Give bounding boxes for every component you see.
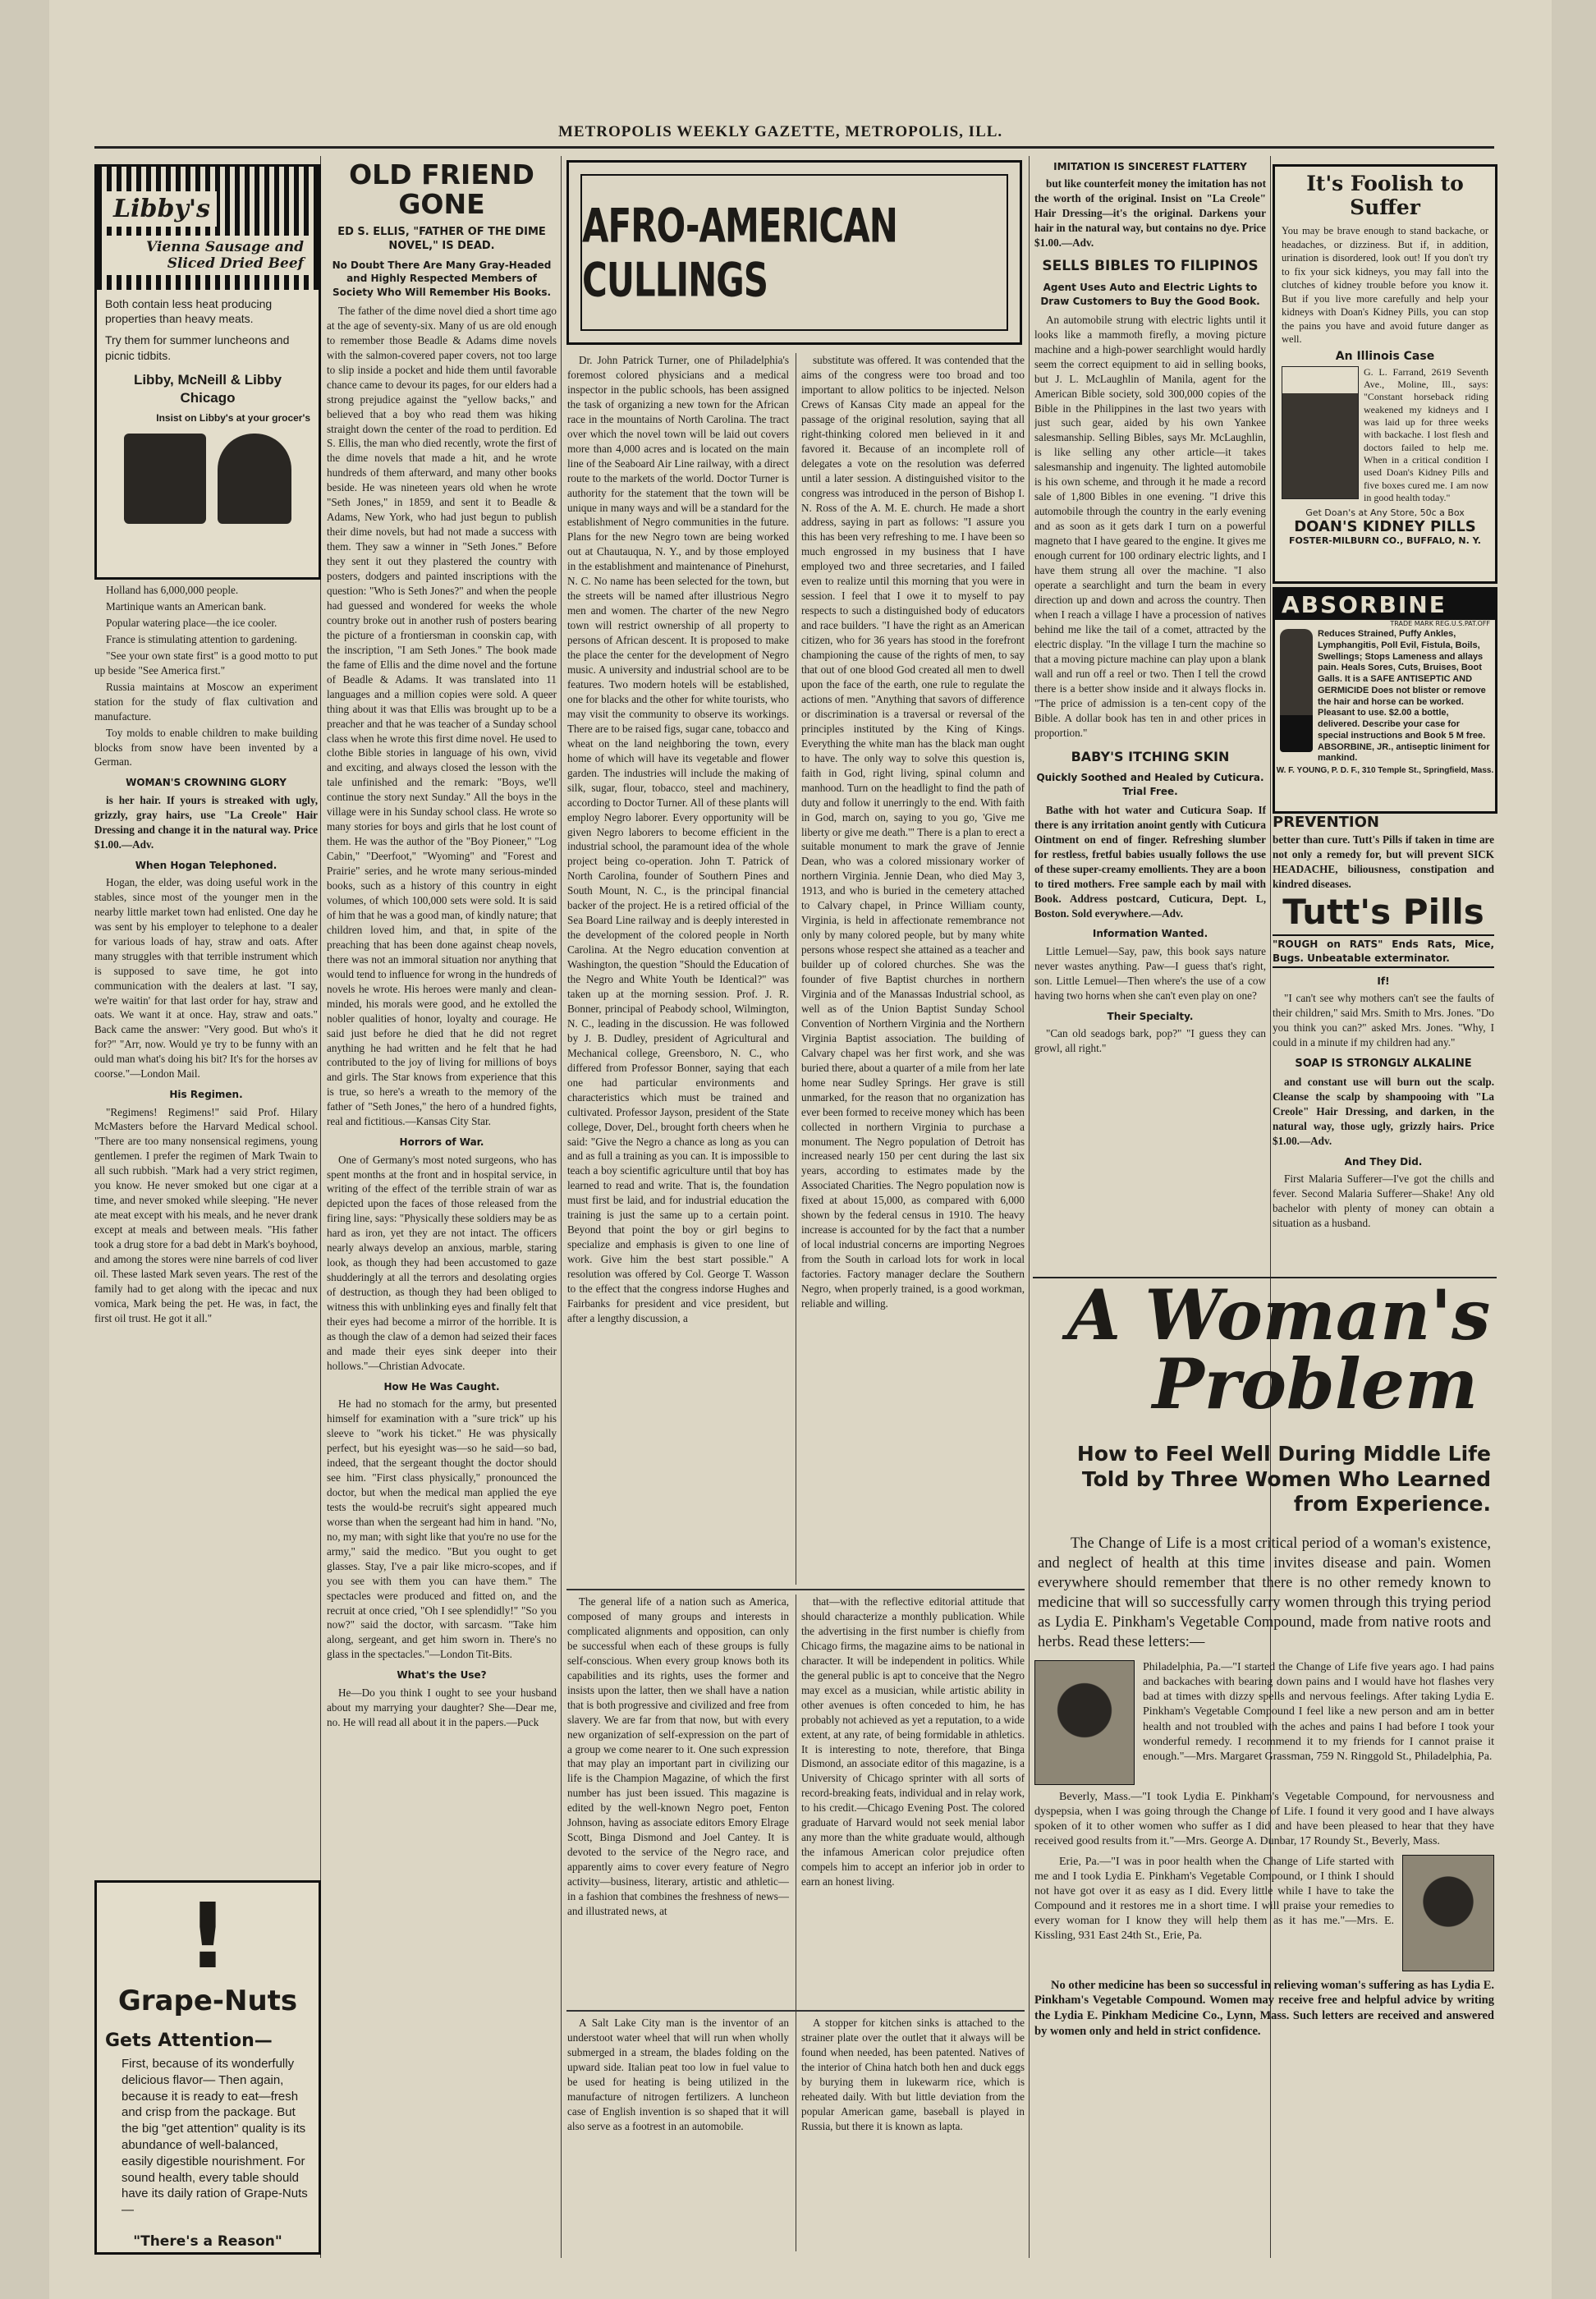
afro-column-c [567, 1595, 789, 2005]
section-rule [566, 1589, 1025, 1590]
exclamation-icon: ! [186, 1884, 229, 1989]
afro-column-d [801, 1595, 1025, 2005]
crowning-glory-text: is her hair. If yours is streaked with ugly, grizzly, gray hairs, use "La Creole" Hair Dressing and change it in the natural way. Price $1.00.—Adv. [94, 793, 318, 851]
caught-text: He had no stomach for the army, but presented himself for examination with a "sure trick" up his sleeve to "work his ticket." He was physically perfect, but his eyesight was—so he said—so bad, indeed, that the sergeant thought the doctor should see him. "First class physically," pronounced the doctor, but when the medical man applied the eye tests the would-be recruit's sight appeared much worse than when the sergeant had him in hand. "No, no, my man; with sight like that you're no use for the army," said the medico. "But you ought to get glasses. Stay, I've a pair like micro-scopes, and if you see with them you can have them." The spectacles were produced and fitted on, and the recruit at once cried, "Oh I see splendidly!" "So you now?" said the doctor, with sarcasm. "Take him along, sergeant, and get him sworn in. There's no glass in the spectacles."—London Tit-Bits. [327, 1397, 557, 1661]
short-item: Russia maintains at Moscow an experiment station for the study of flax cultivation and manufacture. [94, 680, 318, 723]
portrait-grassman-icon [1034, 1660, 1135, 1785]
column-2-text [327, 160, 557, 2250]
afro-text-d: that—with the reflective editorial attitude that should characterize a monthly publication. While the advertising in the first number is chiefly from Chicago firms, the magazine aims to be national in character. It will be independent in politics. While the general public is apt to conceive that the Negro may excel as a musician, while artistic ability in other avenues is often conceded to him, he has probably not achieved as yet a reputation, to a wide extent, at any rate, of being formidable in athletics. It is interesting to note, therefore, that Binga Dismond, an associate editor of this magazine, is a University of Chicago sprinter with all sorts of record-breaking feats, individual and in relay work, to his credit.—Chicago Evening Post. The colored graduate of Harvard would not seek menial labor any more than the white graduate would, although the infamous American color prejudice often compels him to accept an inferior job in order to earn an honest living. [801, 1595, 1025, 1888]
horrors-text: One of Germany's most noted surgeons, who has spent months at the front and in hospital service, in writing of the effect of the terrible strain of war as depicted upon the faces of those released from the firing line, says: "Physically these soldiers may be as hard as iron, yet they are not intact. The officers nearly always develop an anxious, marble, staring look, as though they had been accustomed to gaze shudderingly at all the terrors and desolating orgies of destruction, as though they had been obliged to witness this with unblinking eyes and finally felt that their eyes had become a mirror of the horrible. It is as though the claw of a demon had seized their faces and made their eyes sink deeper into their hollows."—Christian Advocate. [327, 1153, 557, 1372]
if-text: "I can't see why mothers can't see the faults of their children," said Mrs. Smith to Mrs. Jones. "Do you think you can?" asked Mrs. Jones. "Why, I could in a minute if my children had any." [1273, 992, 1494, 1049]
doans-brand: DOAN'S KIDNEY PILLS [1294, 518, 1476, 536]
short-item: France is stimulating attention to gardening. [106, 632, 297, 645]
specialty-title: Their Specialty. [1107, 1010, 1194, 1022]
doans-case-text: G. L. Farrand, 2619 Seventh Ave., Moline, Ill., says: "Constant horseback riding weakened my kidneys and I was laid up for three weeks with backache. I lost flesh and doctors failed to help me. When in a critical condition I used Doan's Kidney Pills and five boxes cured me. I am now in good health today." [1364, 365, 1488, 504]
afro-column-e [567, 2016, 789, 2254]
doans-get: Get Doan's at Any Store, 50c a Box [1305, 507, 1465, 519]
column-divider [1029, 156, 1030, 2258]
libby-ad-header [97, 167, 319, 290]
grapenuts-tagline: "There's a Reason" [133, 2233, 282, 2250]
libby-ad [94, 164, 321, 580]
prevention-title: PREVENTION [1273, 814, 1379, 831]
portrait-kissling-icon [1402, 1855, 1494, 1971]
old-friend-body: The father of the dime novel died a short time ago at the age of seventy-six. Many of us are old enough to remember those Beadle & Adams dime novels with the salmon-covered paper covers, not too large to slip inside a pocket and hide them until favorable chance came to devour its pages, for our elders had a strong prejudice against the "yellow backs," and believed that a boy who read them was hiking straight down the center of the road to perdition. Ed S. Ellis, the man who died recently, wrote the first of the dime novels that made a hit, and he wrote hundreds of them afterward, and many other books beside. He was nineteen years old when he wrote "Seth Jones," in 1859, and sent it to Beadle & Adams, New York, who had just begun to publish their dime novels, but had not made a success with them. They saw a winner in "Seth Jones." Before they sent it out they plastered the country with posters, dodgers and painted inscriptions with the question: "Who is Seth Jones?" and when the people had guessed and wondered for weeks the whole country broke out in another rush of posters bearing the picture of a frontiersman in coonskin cap, with the inscription, "I am Seth Jones." The book made the fame of Ellis and the dime novel and the fortune of Beadle & Adams. It was translated into 11 languages and a million copies were sold. A queer thing about it was that Ellis was brought up to be a preacher and that he was teacher of a Sunday school class when he wrote this first dime novel. He used to clothe Bible stories in language of his own, vivid and exciting, and always closed the lesson with the tale unfinished and the remark: "Boys, we'll continue the story next Sunday." All the boys in the village were in his Sunday school class. He wrote so many stories for boys and girls that he lost count of them. He was the author of the "Boy Pioneer," "Log Cabin," "Deerfoot," "Wyoming" and "Forest and Prairie" series, and he wrote many serious-minded books, such as a history of this country in eight volumes, of which 100,000 sets were sold. It is said of him that he was a good man, of kindly nature; that children loved him, and that, in spite of the preaching that has been done against cheap novels, there was not an immoral situation nor anything that would tend to influence for wrong in the hundreds of novels he wrote. His heroes were manly and clean-minded, his morals were good, and he extolled the nobler qualities of honor, loyalty and courage. He said just before he died that he did not regret anything he had written and he felt that he had contributed to the joy of living for millions of boys and girls. The Star knows from experience that this is true, so here's a wreath to the memory of the father of "Seth Jones," the hero of a hundred fights, real and fictitious.—Kansas City Star. [327, 304, 557, 1128]
short-item: Holland has 6,000,000 people. [106, 584, 239, 596]
afro-text-c: The general life of a nation such as America, composed of many groups and interests in complicated alignments and opposition, can only be successful when each of these groups is fully self-conscious. When every group knows both its capabilities and its rights, uses the former and insists upon the latter, then we shall have a nation that is both progressive and civilized and free from slavery. We are far from that now, but with every new organization of self-expression on the part of a group we come nearer to it. One such expression that may play an important part in civilizing our life is the Champion Magazine, of which the first number has just been issued. This magazine is edited by the well-known Negro poet, Fenton Johnson, having as associate editors Emory Elrage Scott, Binga Dismond and Joel Cantey. It is devoted to the service of the Negro race, and apparently aims to cover every feature of Negro activity—business, literary, artistic and athletic—in a fashion that combines the freshness of news—and illustrated news, at [567, 1595, 789, 1918]
grapenuts-ad [94, 1880, 321, 2255]
old-friend-subhead-1: ED S. ELLIS, "FATHER OF THE DIME NOVEL," IS DEAD. [337, 225, 546, 253]
pinkham-letter-1: Philadelphia, Pa.—"I started the Change of Life five years ago. I had pains and backaches with bearing down pains and I would have hot flashes very bad at times with dizzy spells and nervous feelings. After taking Lydia E. Pinkham's Vegetable Compound I feel like a new person and am in better health and not troubled with the aches and pains I had before I took your wonderful remedy. I recommend it to my friends for I cannot praise it enough."—Mrs. Margaret Grassman, 759 N. Ringgold St., Philadelphia, Pa. [1143, 1660, 1494, 1763]
grapenuts-text: First, because of its wonderfully delicious flavor— Then again, because it is ready to eat—fresh and crisp from the package. But the big "get attention" quality is its abundance of well-balanced, easily digestible nourishment. For sound health, every table should have its daily ration of Grape-Nuts— [122, 2057, 308, 2218]
absorbine-footer: W. F. YOUNG, P. D. F., 310 Temple St., Springfield, Mass. [1276, 766, 1494, 775]
masthead-rule [94, 146, 1494, 149]
hogan-text: Hogan, the elder, was doing useful work in the stables, since most of the younger men in the nearby little market town had enlisted. One day he was sent by his employer to telephone to a dealer for various loads of hay, straw and oats. After many struggles with that terrible instrument which is supposed to save time, he got into communication with the dealers at last. "I say, we're waitin' for that last order for hay, straw and oats. We want it at once. Hay, straw and oats." Back came the answer: "Very good. But who's it for?" "Arr, now. Would ye try to be funny with an ould man what's doing his bit? It's for the horses av coorse."—London Mail. [94, 875, 318, 1081]
libby-text-1: Both contain less heat producing properties than heavy meats. [105, 297, 273, 326]
afro-text-b: substitute was offered. It was contended that the aims of the congress were too broad and too important to allow politics to be injected. Nelson Crews of Kansas City made an appeal for the passage of the original resolution, saying that all right-thinking colored men believed in it and favored it. Because of an incomplete roll of delegates a vote on the resolution was deferred until a later session. A distinguished visitor to the congress was introduced in the person of Bishop I. N. Ross of the A. M. E. church. He made a short address, saying in part as follows: "I assure you this has been very refreshing to me. I have been so much engrossed in my business that I have employed two and three secretaries, and I failed even to realize until this morning that you were in session. I feel that I owe it to myself to pay respects to such a distinguished body of educators and race builders. "I have the right as an American citizen, who for 36 years has stood in the forefront championing the cause of the rights of men, to say that out of one blood God created all men to dwell upon the face of the earth, one rule to regulate the actions of men. "Anything that savors of difference or discrimination is a traversal or reversal of the principles instituted by the King of Kings. Everything the white man has the black man ought to have. The only way to solve this question is, faith in God, right living, spinal column and manhood. Turn on the headlight to find the path of duty and follow it unerringly to the end. With faith in God, march on, saying to you go, 'Give me liberty or give me death.'" There is a plan to erect a suitable monument to mark the grave of Jennie Dean, who was a colored missionary worker of northern Virginia. Jennie Dean, who died May 3, 1913, and who is buried in the cemetery attached to Calvary chapel, in Prince William county, Virginia, is held in affectionate remembrance not only by many colored people, but by many white persons whose respect she attained as a teacher and builder up of colored churches. She was the founder of five Baptist churches in northern Virginia and of the Manassas Industrial school, as well as of the Union Baptist Sunday School Convention of Northern Virginia and the Northern Virginia Baptist association. The building of Calvary chapel was her first work, and she was buried there, about a quarter of a mile from her late home near Sudley Springs. Her grave is still unmarked, for the reason that no organization has ever been formed to receive money which has been collected in northern Virginia to purchase a monument. The Negro population of Detroit has increased nearly 150 per cent during the last six years, according to estimates made by the Associated Charities. The Negro population now is fixed at about 15,000, as compared with 6,000 shown by the federal census in 1910. The heavy increase is accounted for by the fact that a number of local industrial concerns are importing Negroes from the South in carload lots for work in local factories. Factory manager declare the Southern Negro, when properly trained, is a good workman, reliable and willing. [801, 354, 1025, 1310]
man-illustration-icon [1282, 366, 1359, 499]
libby-text-2: Try them for summer luncheons and picnic tidbits. [105, 333, 290, 362]
baby-text: Bathe with hot water and Cuticura Soap. If there is any irritation anoint gently with Cuticura Ointment on end of finger. Refreshing slumber for restless, fretful babies usually follows the use of these super-creamy emollients. They are a boon to tired mothers. Free sample each by mail with Book. Address postcard, Cuticura, Dept. L, Boston. Sold everywhere.—Adv. [1034, 803, 1266, 920]
short-item: Martinique wants an American bank. [106, 599, 267, 613]
prevention-text: better than cure. Tutt's Pills if taken in time are not only a remedy for, but will prevent SICK HEADACHE, biliousness, constipation and kindred diseases. [1273, 833, 1494, 891]
if-title: If! [1377, 975, 1390, 988]
afro-text-a: Dr. John Patrick Turner, one of Philadelphia's foremost colored physicians and a medical inspector in the public schools, has been assigned the task of organizing a new town for the African race in the mountains of North Carolina. The tract over which the novel town will be laid out covers more than 4,000 acres and is located on the main line of the Seaboard Air Line railway, with a direct route to the markets of the world. Doctor Turner is authority for the statement that the town will be unique in many ways and will be a standard for the establishment of Negro communities in the future. Plans for the new Negro town are being worked out at Chautauqua, N. Y., and by those employed in the establishment and maintenance of Pinehurst, N. C. No name has been selected for the town, but the streets will be named after illustrious Negro men and women. The charter of the new Negro town will restrict ownership of all property to persons of African descent. It is proposed to make the place the center for the development of Negro music. A university and industrial school are to be features. Two modern hotels will be established, one for blacks and the other for white tourists, who may visit the community to observe its workings. There are to be raised figs, sugar cane, tobacco and wheat on the land neighboring the town, every home of which will have its vegetable and flower garden. The industries will include the making of silk, sugar, flour, tobacco, steel and machinery, according to Doctor Turner. All of these plants will employ Negro laborer. Every opportunity will be given Negro laborers to become efficient in the industrial school, the paramount idea of the whole project being co-operation. John T. Patrick of North Carolina, founder of Southern Pines and South Mount, N. C., is the principal financial backer of the project. He is a retired official of the Sea Board Line railway and is deeply interested in the development of the colored people in North Carolina. At the Negro education convention at Washington, the question "Should the Education of the Negro and White Youth be Identical?" was taken up at the morning session. Prof. J. R. Bonner, principal of Peabody school, Wilmington, N. C., leading in the discussion. He was followed by J. B. Dudley, president of Agricultural and Mechanical college, Greensboro, N. C., who differed from Professor Bonner, saying that each one had particular environments and characteristics which must be trained and cultivated. Professor Jayson, president of the State college, Dover, Del., brought forth cheers when he said: "Give the Negro a chance as long as you can and as full a training as you can. It is impossible to teach a boy scientific agriculture until that boy has learned to read and write. That is, the foundation must first be laid, and for industrial education the training is just the same up to a certain point. Beyond that point the boy or girl begins to specialize and emphasis is given to one line of work. Give him the best start possible." A resolution was offered by Col. George T. Wasson to the effect that the congress indorse Hughes and Fairbanks for president and vice president, but after a lengthy discussion, a [567, 354, 789, 1324]
grapenuts-brand: Grape-Nuts [117, 1985, 298, 2017]
masthead: METROPOLIS WEEKLY GAZETTE, METROPOLIS, ILL. [558, 123, 1003, 140]
afro-headline-box [566, 160, 1022, 345]
bibles-headline: SELLS BIBLES TO FILIPINOS [1042, 258, 1259, 275]
absorbine-text: Reduces Strained, Puffy Ankles, Lymphangitis, Poll Evil, Fistula, Boils, Swellings; Stops Lameness and allays pain. Heals Sores, Cuts, Bruises, Boot Galls. It is a SAFE ANTISEPTIC AND GERMICIDE Does not blister or remove the hair and horse can be worked. Pleasant to use. $2.00 a bottle, delivered. Describe your case for special instructions and Book 5 M free. ABSORBINE, JR., antiseptic liniment for mankind. [1318, 629, 1490, 764]
afro-text-f: A stopper for kitchen sinks is attached to the strainer plate over the outlet that it always will be found when needed, has been patented. Natives of the interior of China hatch both hen and duck eggs by burying them in lukewarm rice, which is reheated daily. With but little deviation from the popular American game, baseball is played in Russia, but there it is known as lapta. [801, 2017, 1025, 2132]
info-text: Little Lemuel—Say, paw, this book says nature never wastes anything. Paw—I guess that's right, son. Little Lemuel—Then where's the use of a cow having two horns when she can't even play on one? [1034, 944, 1266, 1002]
baby-subhead: Quickly Soothed and Healed by Cuticura. Trial Free. [1036, 772, 1264, 797]
libby-insist: Insist on Libby's at your grocer's [156, 411, 310, 424]
pinkham-closing: No other medicine has been so successful in relieving woman's suffering as has Lydia E. Pinkham's Vegetable Compound. Women may receive free and helpful advice by writing the Lydia E. Pinkham Medicine Co., Lynn, Mass. Such letters are received and answered by women only and held in strict confidence. [1034, 1978, 1494, 2039]
bibles-subhead: Agent Uses Auto and Electric Lights to Draw Customers to Buy the Good Book. [1040, 282, 1260, 307]
pinkham-title-2: Problem [1152, 1343, 1478, 1425]
grapenuts-headline: Gets Attention— [105, 2031, 273, 2051]
crowning-glory-title: WOMAN'S CROWNING GLORY [126, 777, 287, 789]
column-divider [561, 156, 562, 2258]
afro-text-e: A Salt Lake City man is the inventor of an understoot water wheel that will run when wholly submerged in a stream, the blades folding on the upward side. Italian peat too low in fuel value to be used for heating is being utilized in the manufacture of nitrogen fertilizers. A luncheon case of English invention is so shaped that it will also serve as a footrest in an automobile. [567, 2017, 789, 2132]
doans-footer: FOSTER-MILBURN CO., BUFFALO, N. Y. [1289, 535, 1481, 547]
old-friend-subhead-2: No Doubt There Are Many Gray-Headed and Highly Respected Members of Society Who Will Remember His Books. [332, 259, 552, 298]
soap-title: SOAP IS STRONGLY ALKALINE [1295, 1058, 1472, 1071]
section-rule [566, 2010, 1025, 2012]
column-1-text [94, 583, 318, 1872]
afro-column-a [567, 353, 789, 1585]
afro-column-f [801, 2016, 1025, 2254]
afro-headline: AFRO-AMERICAN CULLINGS [582, 198, 897, 307]
horse-leg-icon [1280, 629, 1313, 752]
rats-ad: "ROUGH on RATS" Ends Rats, Mice, Bugs. Unbeatable exterminator. [1273, 934, 1494, 968]
sausage-can-icon [124, 434, 206, 524]
old-friend-headline: OLD FRIEND GONE [349, 160, 534, 221]
doans-text: You may be brave enough to stand backache, or headaches, or dizziness. But if, in addition, urination is disordered, look out! If you don't try to fix your sick kidneys, you may fall into the clutches of kidney trouble before you know it. But if you live more carefully and help your kidneys with Doan's Kidney Pills, you can stop the pains you have and avoid future danger as well. [1282, 225, 1488, 345]
section-rule [1033, 1277, 1497, 1278]
pinkham-title-1: A Woman's [1067, 1281, 1491, 1356]
pinkham-letter-2: Beverly, Mass.—"I took Lydia E. Pinkham's Vegetable Compound, for nervousness and dyspepsia, when I was going through the Change of Life. I found it very good and I have always spoken of it to other women who suffer as I did and have been pleased to hear that they have received good results from it."—Mrs. George A. Dunbar, 17 Roundy St., Beverly, Mass. [1034, 1790, 1494, 1848]
absorbine-brand: ABSORBINE [1275, 590, 1495, 620]
did-text: First Malaria Sufferer—I've got the chills and fever. Second Malaria Sufferer—Shake! Any old bachelor with plenty of money can obtain a situation as a husband. [1273, 1172, 1494, 1229]
use-text: He—Do you think I ought to see your husband about my marrying your daughter? She—Dear me, no. He will read all about it in the papers.—Puck [327, 1686, 557, 1728]
short-item: Toy molds to enable children to make building blocks from snow have been invented by a German. [94, 726, 318, 769]
regimen-text: "Regimens! Regimens!" said Prof. Hilary McMasters before the Harvard Medical school. "There are too many nonsensical regimens, young gentlemen. I prefer the regimen of Mark Twain to all such rubbish. "Mark had a very strict regimen, you know. He never smoked but one cigar at a time, and never smoked while sleeping. "He never ate meat except with his meals, and he never drank except at meals and between meals. "His father took a drug store for a bad debt in Mark's boyhood, and among the stores were nine barrels of cod liver oil. These lasted Mark seven years. The rest of the family had to get along with the ipecac and nux vomica, Mark being the pet. He was, in fact, the first oil trust. He got it all." [94, 1105, 318, 1324]
doans-case-title: An Illinois Case [1335, 349, 1435, 363]
imitation-title: IMITATION IS SINCEREST FLATTERY [1053, 161, 1247, 172]
doans-ad [1273, 164, 1497, 584]
use-title: What's the Use? [397, 1669, 487, 1682]
specialty-text: "Can old seadogs bark, pop?" "I guess they can growl, all right." [1034, 1026, 1266, 1054]
bibles-text: An automobile strung with electric lights until it looks like a mammoth firefly, a moving picture machine and a high-power searchlight would hardly seem the correct equipment to aid in selling books, but J. L. McLaughlin of Manila, agent for the American Bible society, sold 300,000 copies of the Bible in the Philippines in the last two years with just such gear, aided by his own Yankee salesmanship. Selling Bibles, says Mr. McLaughlin, is like selling any other article—it takes salesmanship and ingenuity. The lighted automobile is his own scheme, and through it he made a record sale of 1,800 Bibles in one evening. "I drive this automobile through the country in the early evening and as soon as it gets dark I turn on a powerful magneto that I have geared to the engine. It gives me enough current for 100 ordinary electric lights, and I have them strung all over the machine. "I also operate a searchlight and turn the beam in every direction up and down and across the country. Then when I reach a village I have a procession of natives behind me like the tail of a comet, attracted by the electric display. "In the village I turn the machine so that a moving picture machine can play upon a blank wall and run off a reel or two. Then I tell the crowd there is a better show inside and it always flocks in. "The price of admission is a ten-cent copy of the Bible. A dollar book has ten in and other prices in proportion." [1034, 313, 1266, 739]
pinkham-ad [1034, 1281, 1494, 2254]
tutts-brand: Tutt's Pills [1282, 892, 1484, 933]
pinkham-subtitle: How to Feel Well During Middle Life Told by Three Women Who Learned from Experience. [1076, 1442, 1491, 1516]
libby-product: Vienna Sausage and Sliced Dried Beef [105, 236, 310, 275]
column-5-text [1034, 160, 1266, 1273]
libby-company: Libby, McNeill & Libby Chicago [133, 371, 282, 406]
short-item: "See your own state first" is a good motto to put up beside "See America first." [94, 649, 318, 677]
pinkham-letter-3: Erie, Pa.—"I was in poor health when the Change of Life started with me and I took Lydia E. Pinkham's Vegetable Compound, or I think I should not have got over it as easy as I did. Every little while I have to take the Compound and it restores me in a short time. I will praise your remedies to every woman for I know they will help them as it has me."—Mrs. E. Kissling, 931 East 24th St., Erie, Pa. [1034, 1855, 1394, 1943]
column-6-text [1273, 813, 1494, 1273]
pinkham-intro: The Change of Life is a most critical period of a woman's existence, and neglect of health at this time invites disease and pain. Women everywhere should remember that there is no other remedy known to medicine that will so successfully carry women through this trying period as Lydia E. Pinkham's Vegetable Compound, made from native roots and herbs. Read these letters:— [1038, 1535, 1491, 1650]
dried-beef-jar-icon [218, 434, 291, 524]
hogan-title: When Hogan Telephoned. [135, 859, 277, 871]
absorbine-trademark: TRADE MARK REG.U.S.PAT.OFF [1390, 620, 1490, 627]
afro-column-b [801, 353, 1025, 1585]
horrors-title: Horrors of War. [399, 1136, 484, 1149]
libby-brand: Libby's [107, 191, 217, 227]
absorbine-ad [1273, 587, 1497, 814]
did-title: And They Did. [1344, 1155, 1423, 1168]
soap-text: and constant use will burn out the scalp. Cleanse the scalp by shampooing with "La Creole" Hair Dressing, and darken, in the natural way, those ugly, grizzly hairs. Price $1.00.—Adv. [1273, 1075, 1494, 1147]
regimen-title: His Regimen. [169, 1089, 243, 1101]
info-title: Information Wanted. [1092, 928, 1208, 940]
doans-headline: It's Foolish to Suffer [1306, 172, 1464, 219]
short-item: Popular watering place—the ice cooler. [106, 616, 277, 629]
imitation-text: but like counterfeit money the imitation has not the worth of the original. Insist on "La Creole" Hair Dressing—it's the original. Darkens your hair in the natural way, but contains no dye. Price $1.00.—Adv. [1034, 177, 1266, 250]
caught-title: How He Was Caught. [383, 1380, 500, 1393]
baby-headline: BABY'S ITCHING SKIN [1071, 749, 1230, 765]
